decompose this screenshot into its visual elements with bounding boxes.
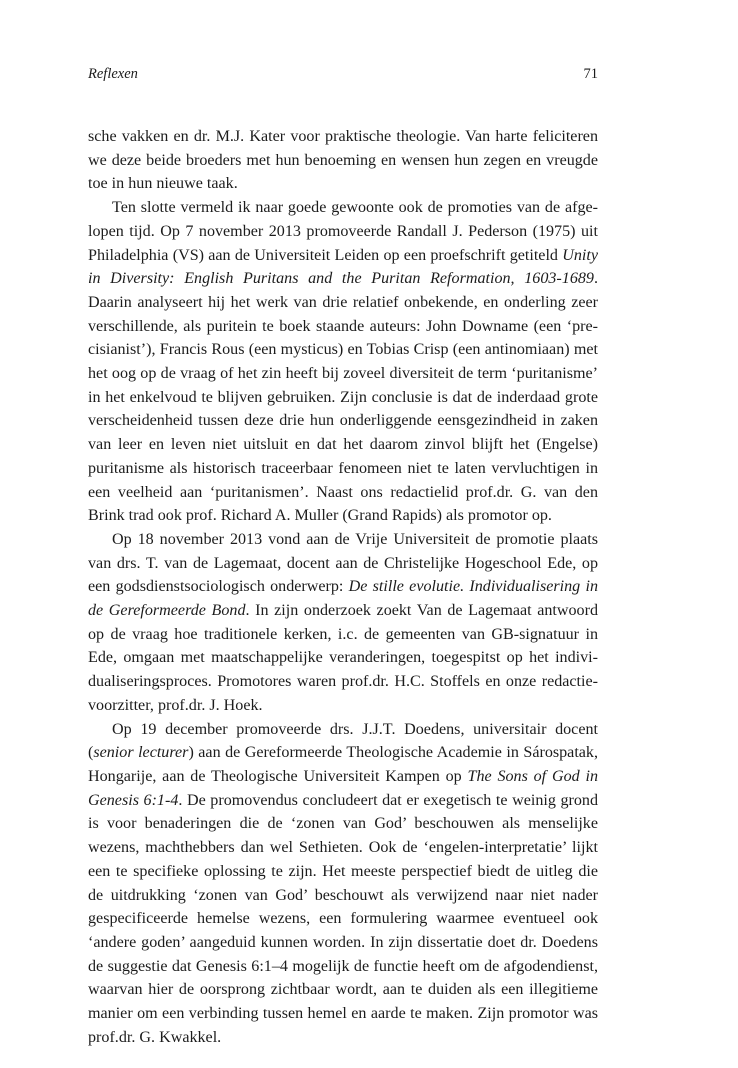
text-run: sche vakken en dr. M.J. Kater voor praktische theologie. Van harte feliciteren we deze beide broeders met hun benoeming en wensen hun zegen en vreugde toe in hun nieuwe taak. xyxy=(88,128,598,193)
running-title: Reflexen xyxy=(88,66,138,82)
italic-title: Unity in Diversity: English Puritans and the Puritan Reformation, 1603-1689 xyxy=(88,246,598,288)
text-run: Ten slotte vermeld ik naar goede gewoonte ook de promoties van de afgelopen tijd. Op 7 november 2013 promoveerde Randall J. Pederson (1975) uit Philadelphia (VS) aan de Universiteit Leiden op een proefschrift getiteld xyxy=(88,199,598,264)
paragraph xyxy=(88,196,598,528)
text-run: . In zijn onderzoek zoekt Van de Lagemaat antwoord op de vraag hoe traditionele kerken, i.c. de gemeenten van GB-signatuur in Ede, omgaan met maatschappelijke veranderingen, toegespitst op het individualiseringsproces. Promotores waren prof.dr. H.C. Stoffels en onze redactievoorzitter, prof.dr. J. Hoek. xyxy=(88,602,598,714)
paragraph xyxy=(88,718,598,1050)
paragraph xyxy=(88,528,598,718)
text-run: . De promovendus concludeert dat er exegetisch te weinig grond is voor benaderingen die de ‘zonen van God’ beschouwen als menselijke wezens, machthebbers dan wel Sethieten. Ook de ‘engelen-interpretatie’ lijkt een te specifieke oplossing te zijn. Het meeste perspectief biedt de uitleg die de uitdrukking ‘zonen van God’ beschouwt als verwijzend naar niet nader gespecificeerde hemelse wezens, een formulering waarmee eventueel ook ‘andere goden’ aangeduid kunnen worden. In zijn dissertatie doet dr. Doedens de suggestie dat Genesis 6:1–4 mogelijk de functie heeft om de afgodendienst, waarvan hier de oorsprong zichtbaar wordt, aan te duiden als een illegitieme manier om een verbinding tussen hemel en aarde te maken. Zijn promotor was prof.dr. G. Kwakkel. xyxy=(88,791,598,1046)
text-run: ) aan de Gereformeerde Theologische Academie in Sárospatak, Hongarije, aan de Theologische Universiteit Kampen op xyxy=(88,744,599,785)
running-header xyxy=(88,64,598,84)
italic-title: The Sons of God in Genesis 6:1-4 xyxy=(88,767,598,809)
italic-title: De stille evolutie. Individualisering in de Gereformeerde Bond xyxy=(88,578,598,620)
paragraph xyxy=(88,125,598,196)
text-run: . Daarin analyseert hij het werk van drie relatief onbekende, en onderling zeer verschillende, als puritein te boek staande auteurs: John Downame (een ‘precisianist’), Francis Rous (een mysticus) en Tobias Crisp (een antinomiaan) met het oog op de vraag of het zin heeft bij zoveel diversiteit de term ‘puritanisme’ in het enkelvoud te blijven gebruiken. Zijn conclusie is dat de inderdaad grote verscheidenheid tussen deze drie hun onderliggende eensgezindheid in zaken van leer en leven niet uitsluit en dat het daarom zinvol blijft het (Engelse) puritanisme als historisch traceerbaar fenomeen niet te laten vervluchtigen in een veelheid aan ‘puritanismen’. Naast ons redactielid prof.dr. G. van den Brink trad ook prof. Richard A. Muller (Grand Rapids) als promotor op. xyxy=(88,270,598,525)
body-text xyxy=(88,125,598,1049)
page-number: 71 xyxy=(583,66,598,82)
text-run: Op 18 november 2013 vond aan de Vrije Universiteit de promotie plaats van drs. T. van de Lagemaat, docent aan de Christelijke Hogeschool Ede, op een godsdienstsociologisch onderwerp: xyxy=(88,530,598,596)
text-run: Op 19 december promoveerde drs. J.J.T. Doedens, universitair docent ( xyxy=(88,720,598,762)
italic-title: senior lecturer xyxy=(93,744,189,762)
